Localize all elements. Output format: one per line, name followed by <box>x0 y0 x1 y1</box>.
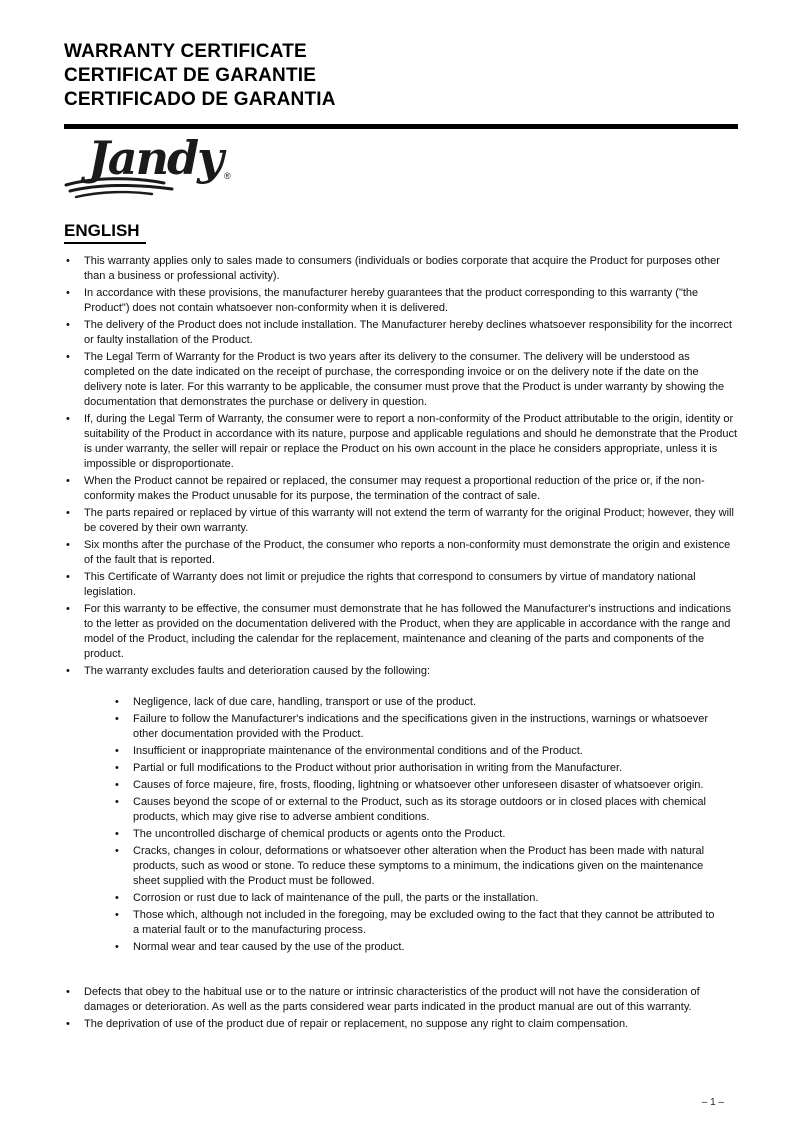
bullet-text: The parts repaired or replaced by virtue of this warranty will not extend the term of warranty for the original Product; however, they will be covered by their own warranty. <box>84 507 734 534</box>
bullet-marker: • <box>66 413 70 425</box>
list-item <box>113 744 719 759</box>
list-item <box>113 940 719 955</box>
list-item <box>64 318 738 348</box>
bullet-marker: • <box>66 475 70 487</box>
bullet-text: Causes beyond the scope of or external to the Product, such as its storage outdoors or in closed places with chemical products, which may give rise to adverse ambient conditions. <box>133 796 706 823</box>
registered-trademark-icon: ® <box>224 171 231 181</box>
title-divider-rule <box>64 124 738 129</box>
list-item <box>113 778 719 793</box>
section-heading-english <box>64 221 738 244</box>
bullet-marker: • <box>115 745 119 757</box>
logo-text: Jandy <box>88 131 222 185</box>
list-item <box>113 761 719 776</box>
list-item <box>64 602 738 662</box>
bullet-marker: • <box>115 828 119 840</box>
list-item <box>64 570 738 600</box>
bullet-text: For this warranty to be effective, the consumer must demonstrate that he has followed the Manufacturer's instructions and indications to the letter as provided on the documentation delivered with the Product, when they are applicable in accordance with the range and model of the Product, including the calendar for the replacement, maintenance and cleaning of the parts and components of the product. <box>84 603 731 660</box>
warranty-closing-list <box>64 985 738 1032</box>
bullet-marker: • <box>66 571 70 583</box>
list-item <box>64 985 738 1015</box>
bullet-marker: • <box>66 665 70 677</box>
list-item <box>64 664 738 679</box>
list-item <box>113 844 719 889</box>
bullet-text: Negligence, lack of due care, handling, transport or use of the product. <box>133 696 477 708</box>
bullet-marker: • <box>66 1018 70 1030</box>
list-item <box>113 827 719 842</box>
bullet-text: The uncontrolled discharge of chemical products or agents onto the Product. <box>133 828 506 840</box>
list-item <box>113 695 719 710</box>
bullet-marker: • <box>66 287 70 299</box>
list-item <box>113 908 719 938</box>
bullet-marker: • <box>66 351 70 363</box>
bullet-marker: • <box>66 507 70 519</box>
bullet-text: Causes of force majeure, fire, frosts, flooding, lightning or whatsoever other unforeseen disaster of whatsoever origin. <box>133 779 704 791</box>
list-item <box>64 1017 738 1032</box>
bullet-marker: • <box>115 779 119 791</box>
bullet-text: The warranty excludes faults and deterioration caused by the following: <box>84 665 431 677</box>
list-item <box>113 712 719 742</box>
bullet-marker: • <box>115 845 119 857</box>
bullet-marker: • <box>66 603 70 615</box>
bullet-marker: • <box>115 941 119 953</box>
list-item <box>64 254 738 284</box>
warranty-exclusions-list <box>113 695 719 955</box>
bullet-marker: • <box>115 696 119 708</box>
bullet-text: If, during the Legal Term of Warranty, the consumer were to report a non-conformity of the Product attributable to the origin, identity or suitability of the Product in accordance with its nature, purpose and applicable regulations and should he demonstrate that the Product is under warranty, the seller will repair or replace the Product on his own account in the place he considers appropriate, unless it is impossible or disproportionate. <box>84 413 738 470</box>
list-item <box>64 350 738 410</box>
bullet-text: Cracks, changes in colour, deformations or whatsoever other alteration when the Product has been made with natural products, such as wood or stone. To reduce these symptoms to a minimum, the indications given on the maintenance sheet supplied with the Product must be followed. <box>133 845 705 887</box>
list-item <box>113 795 719 825</box>
bullet-text: Corrosion or rust due to lack of maintenance of the pull, the parts or the installation. <box>133 892 539 904</box>
bullet-text: This Certificate of Warranty does not limit or prejudice the rights that correspond to consumers by virtue of mandatory national legislation. <box>84 571 696 598</box>
bullet-text: The Legal Term of Warranty for the Product is two years after its delivery to the consumer. The delivery will be understood as completed on the date indicated on the receipt of purchase, the corresponding invoice or on the delivery note if the date on the delivery note is later. For this warranty to be applicable, the consumer must prove that the Product is under warranty by showing the documentation that demonstrates the purchase or delivery in question. <box>84 351 725 408</box>
bullet-text: Partial or full modifications to the Product without prior authorisation in writing from the Manufacturer. <box>133 762 623 774</box>
jandy-logo <box>64 131 738 209</box>
bullet-text: Six months after the purchase of the Product, the consumer who reports a non-conformity must demonstrate the origin and existence of the fault that is reported. <box>84 539 731 566</box>
bullet-marker: • <box>115 713 119 725</box>
list-item <box>64 474 738 504</box>
section-heading-text: ENGLISH <box>64 221 146 244</box>
warranty-terms-list <box>64 254 738 679</box>
bullet-marker: • <box>66 986 70 998</box>
title-line-french: CERTIFICAT DE GARANTIE <box>64 65 317 86</box>
list-item <box>64 286 738 316</box>
bullet-text: When the Product cannot be repaired or replaced, the consumer may request a proportional reduction of the price or, if the non-conformity makes the Product unusable for its purpose, the termination of the contract of sale. <box>84 475 705 502</box>
page-number: – 1 – <box>701 1097 724 1108</box>
bullet-text: This warranty applies only to sales made to consumers (individuals or bodies corporate that acquire the Product for purposes other than a business or professional activity). <box>84 255 720 282</box>
title-line-english: WARRANTY CERTIFICATE <box>64 41 307 62</box>
bullet-text: The delivery of the Product does not include installation. The Manufacturer hereby declines whatsoever responsibility for the incorrect or faulty installation of the Product. <box>84 319 732 346</box>
bullet-text: Defects that obey to the habitual use or to the nature or intrinsic characteristics of the product will not have the consideration of damages or deterioration. As well as the parts considered wear parts indicated in the product manual are out of this warranty. <box>84 986 700 1013</box>
list-item <box>64 506 738 536</box>
bullet-text: Normal wear and tear caused by the use of the product. <box>133 941 405 953</box>
bullet-marker: • <box>115 762 119 774</box>
bullet-marker: • <box>66 539 70 551</box>
title-line-spanish: CERTIFICADO DE GARANTIA <box>64 89 336 110</box>
bullet-marker: • <box>115 796 119 808</box>
bullet-marker: • <box>115 909 119 921</box>
bullet-text: Failure to follow the Manufacturer's indications and the specifications given in the instructions, warnings or whatsoever other documentation provided with the Product. <box>133 713 709 740</box>
bullet-text: The deprivation of use of the product due of repair or replacement, no suppose any right to claim compensation. <box>84 1018 629 1030</box>
list-item <box>64 412 738 472</box>
list-item <box>113 891 719 906</box>
document-title <box>64 40 738 112</box>
bullet-marker: • <box>66 255 70 267</box>
bullet-marker: • <box>66 319 70 331</box>
list-item <box>64 538 738 568</box>
bullet-text: Insufficient or inappropriate maintenance of the environmental conditions and of the Product. <box>133 745 583 757</box>
bullet-text: Those which, although not included in the foregoing, may be excluded owing to the fact that they cannot be attributed to a material fault or to the manufacturing process. <box>133 909 715 936</box>
bullet-text: In accordance with these provisions, the manufacturer hereby guarantees that the product corresponding to this warranty ("the Product") does not contain whatsoever non-conformity when it is delivered. <box>84 287 699 314</box>
bullet-marker: • <box>115 892 119 904</box>
